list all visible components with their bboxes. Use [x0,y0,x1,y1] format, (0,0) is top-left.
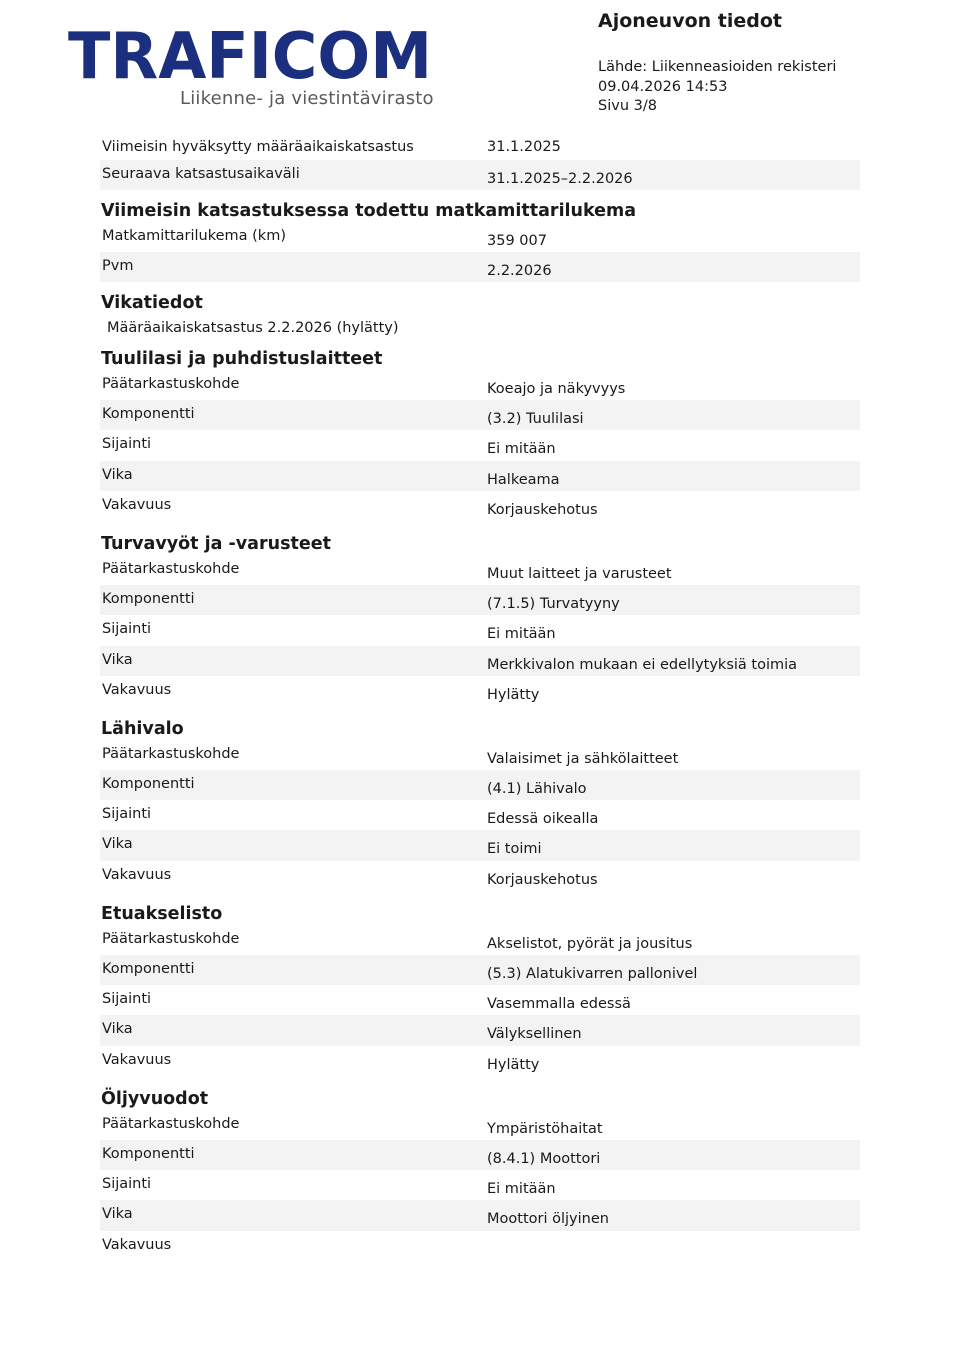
fault-row [100,491,860,521]
row-value: Hylätty [487,686,540,703]
row-value: Muut laitteet ja varusteet [487,565,672,582]
row-label: Komponentti [102,591,195,608]
row-value: Ei mitään [487,441,556,458]
fault-row [100,830,860,860]
faults-section-title: Vikatiedot [101,293,203,313]
logo-subtitle: Liikenne- ja viestintävirasto [180,88,434,109]
inspection-note-text: Määräaikaiskatsastus 2.2.2026 (hylätty) [107,320,399,336]
row-label: Sijainti [102,436,152,453]
row-label: Pvm [102,258,134,274]
fault-title: Öljyvuodot [101,1088,209,1109]
row-label: Viimeisin hyväksytty määräaikaiskatsastus [102,139,414,155]
row-label: Sijainti [102,991,152,1008]
row-value: Edessä oikealla [487,811,599,828]
row-label: Komponentti [102,406,195,423]
row-value: Ympäristöhaitat [487,1120,603,1137]
fault-row [100,985,860,1015]
fault-row [100,646,860,676]
row-label: Vakavuus [102,866,172,883]
inspection-note [100,314,860,344]
row-label: Vakavuus [102,1051,172,1068]
row-value: Välyksellinen [487,1026,582,1043]
print-datetime: 09.04.2026 14:53 [598,78,728,95]
row-value: Ei mitään [487,626,556,643]
row-value: Korjauskehotus [487,501,598,518]
row-label: Vika [102,836,133,853]
row-label: Päätarkastuskohde [102,560,240,577]
row-value: Koeajo ja näkyvyys [487,381,626,397]
fault-row [100,430,860,460]
odometer-row [100,252,860,282]
fault-section [100,348,860,521]
row-label: Päätarkastuskohde [102,1115,240,1132]
fault-title: Etuakselisto [101,903,223,924]
fault-row [100,861,860,891]
fault-row [100,740,860,770]
traficom-wordmark [68,26,434,82]
document-title: Ajoneuvon tiedot [598,10,783,32]
row-value: Ei toimi [487,841,542,858]
fault-section [100,718,860,891]
fault-title: Lähivalo [101,718,184,739]
row-value: 31.1.2025–2.2.2026 [487,171,633,187]
row-label: Päätarkastuskohde [102,376,240,392]
fault-section [100,1088,860,1261]
row-value: Halkeama [487,471,560,488]
row-value: (7.1.5) Turvatyyny [487,596,620,613]
row-value: (8.4.1) Moottori [487,1150,601,1167]
row-value: Korjauskehotus [487,871,598,888]
row-label: Vakavuus [102,1236,172,1253]
document-meta [598,58,836,117]
page-number: Sivu 3/8 [598,98,657,114]
row-value: Akselistot, pyörät ja jousitus [487,935,693,952]
odometer-section-title: Viimeisin katsastuksessa todettu matkamittarilukema [101,201,637,221]
row-label: Vika [102,651,133,668]
fault-row [100,1200,860,1230]
inspection-row [100,160,860,190]
row-value: Merkkivalon mukaan ei edellytyksiä toimia [487,656,798,673]
source-label: Lähde: Liikenneasioiden rekisteri [598,59,837,75]
fault-row [100,1110,860,1140]
row-label: Vika [102,1021,133,1038]
row-label: Sijainti [102,1176,152,1193]
row-value: (3.2) Tuulilasi [487,411,584,428]
row-value: Ei mitään [487,1181,556,1198]
fault-section [100,903,860,1076]
row-label: Vakavuus [102,681,172,698]
fault-row [100,925,860,955]
fault-row [100,1015,860,1045]
logo-wordmark-text: TRAFICOM [68,26,432,82]
row-label: Päätarkastuskohde [102,930,240,947]
row-label: Vika [102,466,133,483]
inspection-row [100,131,860,160]
fault-row [100,370,860,400]
row-value: Valaisimet ja sähkölaitteet [487,750,679,767]
fault-section [100,533,860,706]
traficom-logo [68,26,434,110]
row-value: Vasemmalla edessä [487,996,631,1013]
fault-row [100,615,860,645]
row-value: 31.1.2025 [487,139,561,155]
row-label: Seuraava katsastusaikaväli [102,166,300,182]
fault-row [100,585,860,615]
fault-row [100,955,860,985]
row-value: Moottori öljyinen [487,1211,609,1228]
row-label: Sijainti [102,621,152,638]
fault-row [100,400,860,430]
row-value: 2.2.2026 [487,263,552,279]
fault-row [100,1231,860,1261]
fault-row [100,461,860,491]
row-label: Vakavuus [102,496,172,513]
fault-row [100,770,860,800]
fault-row [100,1170,860,1200]
row-label: Komponentti [102,961,195,977]
row-label: Komponentti [102,776,195,793]
fault-row [100,1140,860,1170]
row-label: Komponentti [102,1145,195,1162]
fault-row [100,676,860,706]
odometer-row [100,222,860,252]
row-value: (5.3) Alatukivarren pallonivel [487,966,698,982]
fault-row [100,1046,860,1076]
row-label: Sijainti [102,806,152,823]
row-value: (4.1) Lähivalo [487,781,587,798]
fault-row [100,800,860,830]
row-label: Matkamittarilukema (km) [102,228,286,244]
row-label: Päätarkastuskohde [102,745,240,762]
main-content [100,131,860,1261]
row-label: Vika [102,1206,133,1223]
row-value: 359 007 [487,233,547,249]
fault-row [100,555,860,585]
fault-title: Tuulilasi ja puhdistuslaitteet [101,349,383,369]
row-value: Hylätty [487,1056,540,1073]
fault-title: Turvavyöt ja -varusteet [101,533,331,554]
